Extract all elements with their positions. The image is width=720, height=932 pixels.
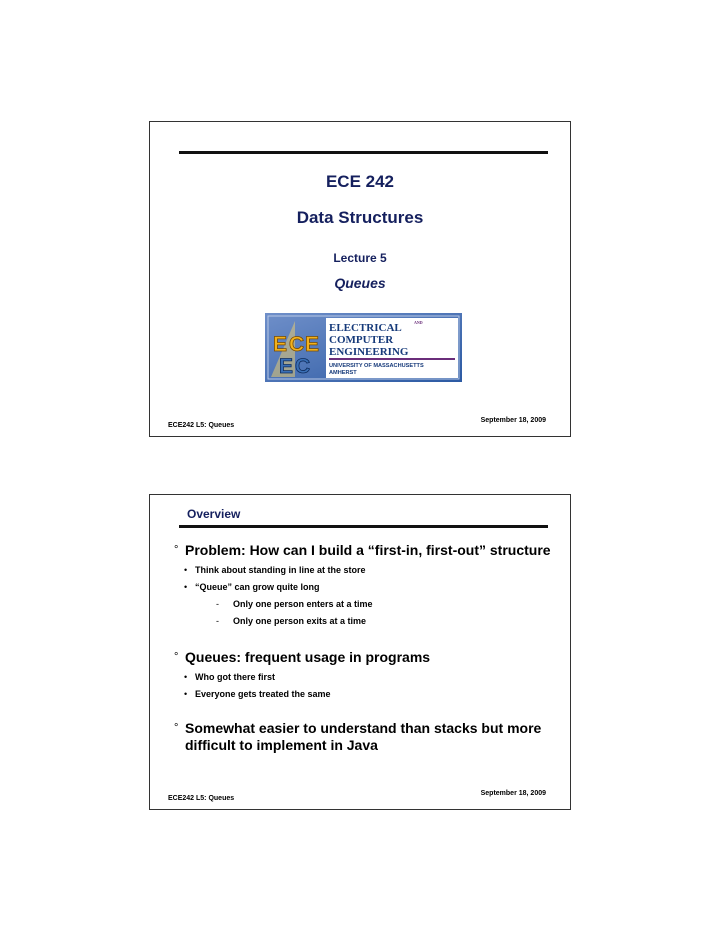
svg-text:E: E [305,333,320,356]
sub-bullet-text: Think about standing in line at the store [195,565,366,575]
bullet-item [174,720,564,754]
lecture-topic: Queues [334,275,386,291]
sub-sub-bullet-item [174,615,564,627]
sub-bullet-marker: • [184,689,188,699]
svg-text:E: E [273,333,288,356]
bullet-item [174,649,564,666]
bullet-list [174,542,564,754]
logo-line1: ELECTRICAL [329,322,402,334]
logo-divider [329,358,455,360]
sub-sub-bullet-text: Only one person exits at a time [233,616,367,626]
ece-department-logo [265,313,462,382]
bullet-item [174,542,564,559]
sub-bullet-marker: • [184,672,188,682]
bullet-marker: ° [174,722,179,734]
logo-and: AND [414,320,423,325]
logo-line5: AMHERST [329,370,357,376]
dash-marker: - [216,599,219,609]
logo-line2: COMPUTER [329,334,394,346]
footer-date: September 18, 2009 [480,417,546,424]
footer-left: ECE242 L5: Queues [168,795,235,802]
sub-bullet-item [174,688,564,700]
logo-line4: UNIVERSITY OF MASSACHUSETTS [329,363,424,369]
svg-text:C: C [295,355,311,378]
sub-bullet-marker: • [184,565,188,575]
svg-text:C: C [289,333,305,356]
bullet-marker: ° [174,651,179,663]
sub-sub-bullet-text: Only one person enters at a time [233,599,373,609]
overview-slide [149,494,571,810]
course-subtitle: Data Structures [296,208,424,227]
footer-date: September 18, 2009 [480,790,546,797]
title-rule [179,151,548,154]
heading-rule [179,525,548,528]
lecture-number: Lecture 5 [333,251,387,265]
sub-bullet-item [174,581,564,593]
course-title: ECE 242 [325,172,395,191]
bullet-text: Problem: How can I build a “first-in, first-out” structure [185,542,551,558]
footer-left: ECE242 L5: Queues [168,422,235,429]
sub-bullet-item [174,564,564,576]
dash-marker: - [216,616,219,626]
sub-bullet-text: “Queue” can grow quite long [195,582,320,592]
title-slide [149,121,571,437]
sub-bullet-item [174,671,564,683]
sub-sub-bullet-item [174,598,564,610]
sub-bullet-text: Everyone gets treated the same [195,689,331,699]
bullet-text: Somewhat easier to understand than stacks but more difficult to implement in Java [185,720,542,753]
svg-text:E: E [279,355,294,378]
sub-bullet-marker: • [184,582,188,592]
bullet-text: Queues: frequent usage in programs [185,649,431,665]
sub-bullet-text: Who got there first [195,672,275,682]
slide-heading: Overview [187,507,241,521]
bullet-marker: ° [174,544,179,556]
logo-line3: ENGINEERING [329,346,409,358]
